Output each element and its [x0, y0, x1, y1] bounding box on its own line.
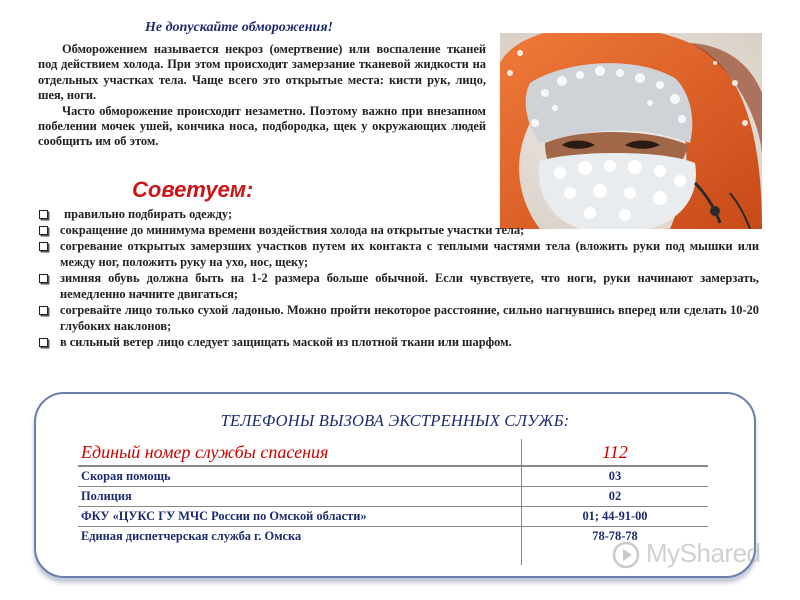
- watermark-text: MyShared: [646, 538, 761, 568]
- service-number: 02: [522, 487, 709, 507]
- intro-paragraph: Обморожением называется некроз (омертвение) или воспаление тканей под действием холода. При этом происходит замерзание тканевой жидкости на отдельных участках тела. Чаще всего это открытые места: кисти рук, лицо, шея, ноги.: [38, 42, 486, 103]
- tip-item: правильно подбирать одежду;: [37, 206, 759, 222]
- checkbox-bullet-icon: [39, 306, 48, 315]
- intro-text: [38, 42, 486, 150]
- tip-item: в сильный ветер лицо следует защищать маской из плотной ткани или шарфом.: [37, 334, 759, 350]
- play-logo-icon: [612, 541, 640, 569]
- child-in-frost-illustration: [500, 33, 762, 229]
- service-number: 01; 44-91-00: [522, 507, 709, 527]
- service-name: Единая диспетчерская служба г. Омска: [81, 529, 302, 543]
- advise-heading: Советуем:: [132, 177, 254, 202]
- tip-item: согревание открытых замерзших участков путем их контакта с теплыми частями тела (вложить руки под мышки или между ног, положить руку на ухо, нос, щеку;: [37, 238, 759, 270]
- checkbox-bullet-icon: [39, 210, 48, 219]
- checkbox-bullet-icon: [39, 338, 48, 347]
- frostbite-photo: [500, 33, 762, 229]
- tips-list: [37, 206, 759, 350]
- tip-item: зимняя обувь должна быть на 1-2 размера больше обычной. Если чувствуете, что ноги, руки начинают замерзать, немедленно начните двигаться;: [37, 270, 759, 302]
- page-title: Не допускайте обморожения!: [145, 20, 333, 35]
- intro-paragraph: Часто обморожение происходит незаметно. Поэтому важно при внезапном побелении мочек ушей, кончика носа, подбородка, щек у окружающих людей сообщить им об этом.: [38, 103, 486, 149]
- table-row: [78, 466, 708, 487]
- table-row: [78, 487, 708, 507]
- checkbox-bullet-icon: [39, 226, 48, 235]
- service-name: Единый номер службы спасения: [78, 439, 522, 466]
- service-name: ФКУ «ЦУКС ГУ МЧС России по Омской области»: [78, 507, 522, 527]
- service-number: 03: [522, 466, 709, 487]
- checkbox-bullet-icon: [39, 274, 48, 283]
- table-row: [78, 439, 708, 466]
- service-number: 112: [522, 439, 709, 466]
- service-name: Скорая помощь: [78, 466, 522, 487]
- table-row: [78, 507, 708, 527]
- service-number: 78-78-78: [522, 527, 709, 566]
- emergency-heading: ТЕЛЕФОНЫ ВЫЗОВА ЭКСТРЕННЫХ СЛУЖБ:: [220, 411, 570, 430]
- tip-item: сокращение до минимума времени воздействия холода на открытые участки тела;: [37, 222, 759, 238]
- checkbox-bullet-icon: [39, 242, 48, 251]
- tip-item: согревайте лицо только сухой ладонью. Можно пройти некоторое расстояние, сильно нагнувшись вперед или сделать 10-20 глубоких наклонов;: [37, 302, 759, 334]
- watermark: [612, 538, 762, 572]
- service-name: Полиция: [78, 487, 522, 507]
